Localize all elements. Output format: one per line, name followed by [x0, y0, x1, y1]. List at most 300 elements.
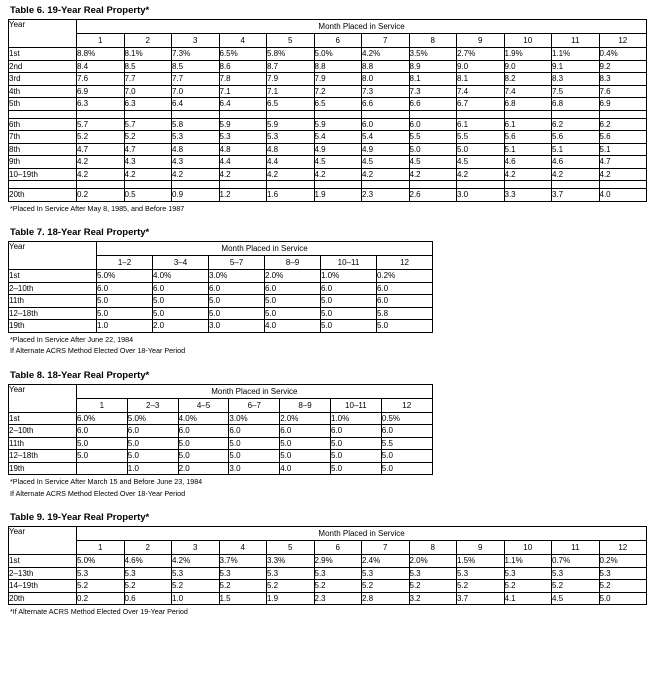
table-cell: 5.0	[178, 450, 229, 463]
table-cell: 5.0	[229, 437, 280, 450]
table-cell: 8.0	[362, 73, 410, 86]
table-cell: 1.9%	[504, 48, 552, 61]
table-cell	[77, 110, 125, 118]
table-cell: 5.0	[127, 450, 178, 463]
section-spacer	[8, 498, 647, 512]
column-header-year: Year	[9, 20, 77, 48]
column-header-month: 2	[124, 541, 172, 555]
table-cell: 5.8%	[267, 48, 315, 61]
table-cell: 5.7	[124, 118, 172, 131]
table-cell: 4.0	[265, 320, 321, 333]
table-cell: 4.5	[362, 156, 410, 169]
table-cell: 4.0	[599, 189, 647, 202]
table-row	[9, 282, 433, 295]
table-cell	[314, 110, 362, 118]
table-cell: 5.3	[219, 567, 267, 580]
table-cell: 4.2	[409, 168, 457, 181]
table-cell: 6.0	[209, 282, 265, 295]
column-header-month: 10	[504, 34, 552, 48]
table-cell: 5.8	[377, 307, 433, 320]
table-cell: 5.0	[97, 307, 153, 320]
table-cell: 5.3	[219, 131, 267, 144]
table-cell: 2.0%	[409, 555, 457, 568]
column-header-month: 9	[457, 541, 505, 555]
row-label-year	[9, 181, 77, 189]
column-header-month: 10–11	[321, 256, 377, 270]
table-cell: 7.0	[172, 85, 220, 98]
row-label-year: 14–19th	[9, 580, 77, 593]
table-row	[9, 168, 647, 181]
row-label-year: 1st	[9, 48, 77, 61]
table-cell: 2.7%	[457, 48, 505, 61]
table-cell: 6.3	[77, 98, 125, 111]
table-cell: 6.0	[77, 425, 128, 438]
table-cell: 6.5%	[219, 48, 267, 61]
table-cell: 6.0	[229, 425, 280, 438]
table-cell: 4.0%	[178, 412, 229, 425]
table-cell: 7.7	[172, 73, 220, 86]
row-label-year: 20th	[9, 592, 77, 605]
column-header-month: 7	[362, 541, 410, 555]
table-row	[9, 450, 433, 463]
table-cell	[409, 110, 457, 118]
table-cell	[77, 181, 125, 189]
table-cell: 6.9	[77, 85, 125, 98]
table-row	[9, 131, 647, 144]
table-cell: 7.3%	[172, 48, 220, 61]
table-cell: 6.0	[377, 282, 433, 295]
table-cell: 7.5	[552, 85, 600, 98]
column-header-month: 12	[377, 256, 433, 270]
column-header-month: 2	[124, 34, 172, 48]
table-block-1	[8, 5, 647, 227]
table-row	[9, 567, 647, 580]
table-cell	[457, 110, 505, 118]
table-cell: 4.7	[599, 156, 647, 169]
table-cell: 5.3	[504, 567, 552, 580]
table-cell: 6.2	[552, 118, 600, 131]
table-row	[9, 592, 647, 605]
table-cell: 0.6	[124, 592, 172, 605]
table-cell: 5.0	[330, 437, 381, 450]
table-header-row-top	[9, 242, 433, 256]
table-cell: 6.2	[599, 118, 647, 131]
table-cell: 5.2	[552, 580, 600, 593]
table-cell: 3.0%	[229, 412, 280, 425]
table-cell: 8.4	[77, 60, 125, 73]
table-cell: 3.7	[457, 592, 505, 605]
table-block-4	[8, 512, 647, 631]
table-cell: 3.0%	[209, 270, 265, 283]
table-row	[9, 73, 647, 86]
table-cell: 4.0%	[153, 270, 209, 283]
table-cell: 8.2	[504, 73, 552, 86]
row-label-year: 9th	[9, 156, 77, 169]
table-footnote: *Placed In Service After June 22, 1984	[10, 334, 134, 344]
table-cell: 4.3	[172, 156, 220, 169]
table-cell: 5.3	[552, 567, 600, 580]
table-cell: 8.6	[219, 60, 267, 73]
table-footnote: If Alternate ACRS Method Elected Over 18-Year Period	[10, 488, 186, 498]
table-row	[9, 143, 647, 156]
table-cell: 6.1	[504, 118, 552, 131]
table-cell: 5.3	[599, 567, 647, 580]
table-cell: 4.7	[124, 143, 172, 156]
table-cell	[172, 181, 220, 189]
row-label-year: 19th	[9, 320, 97, 333]
table-cell: 7.9	[267, 73, 315, 86]
column-header-month: 1	[77, 34, 125, 48]
column-header-month: 5–7	[209, 256, 265, 270]
table-cell: 4.2	[599, 168, 647, 181]
column-header-month: 3	[172, 541, 220, 555]
table-cell: 7.0	[124, 85, 172, 98]
table-row	[9, 295, 433, 308]
table-cell: 5.1	[599, 143, 647, 156]
table-cell: 5.0	[265, 307, 321, 320]
table-cell: 8.1	[457, 73, 505, 86]
column-header-month: 11	[552, 541, 600, 555]
table-cell: 4.5	[314, 156, 362, 169]
table-cell: 8.8	[314, 60, 362, 73]
table-cell: 6.0	[321, 282, 377, 295]
table-cell: 5.3	[409, 567, 457, 580]
table-cell: 1.9	[314, 189, 362, 202]
table-cell: 8.5	[124, 60, 172, 73]
table-cell: 5.4	[314, 131, 362, 144]
table-cell: 6.1	[457, 118, 505, 131]
column-header-month-placed-in-service: Month Placed in Service	[77, 527, 647, 541]
table-cell: 5.5	[381, 437, 432, 450]
column-header-year: Year	[9, 242, 97, 270]
table-cell	[219, 181, 267, 189]
table-cell: 3.2	[409, 592, 457, 605]
table-cell: 6.0	[127, 425, 178, 438]
table-cell: 2.6	[409, 189, 457, 202]
table-cell: 5.5	[409, 131, 457, 144]
table-row	[9, 425, 433, 438]
table-cell: 0.2%	[599, 555, 647, 568]
table-cell: 1.2	[219, 189, 267, 202]
table-cell: 7.6	[599, 85, 647, 98]
table-cell: 4.5	[409, 156, 457, 169]
table-title: Table 7. 18-Year Real Property*	[10, 227, 150, 238]
table-cell: 1.9	[267, 592, 315, 605]
table-cell	[124, 110, 172, 118]
table-cell: 1.0	[97, 320, 153, 333]
table-row	[9, 156, 647, 169]
table-cell: 5.0	[127, 437, 178, 450]
table-cell: 5.2	[77, 580, 125, 593]
table-cell: 5.0	[153, 307, 209, 320]
table-row	[9, 580, 647, 593]
column-header-month: 11	[552, 34, 600, 48]
table-cell: 6.0	[265, 282, 321, 295]
row-label-year: 3rd	[9, 73, 77, 86]
table-cell: 5.1	[552, 143, 600, 156]
table-cell	[409, 181, 457, 189]
table-cell: 0.9	[172, 189, 220, 202]
table-row	[9, 118, 647, 131]
table-cell: 5.0	[77, 450, 128, 463]
table-cell: 4.2	[552, 168, 600, 181]
table-spacer-row	[9, 181, 647, 189]
table-cell: 4.6%	[124, 555, 172, 568]
table-cell: 5.0	[209, 307, 265, 320]
table-cell: 5.0	[381, 462, 432, 475]
table-cell: 5.9	[219, 118, 267, 131]
table-cell: 4.8	[267, 143, 315, 156]
table-cell: 0.7%	[552, 555, 600, 568]
table-cell: 3.0	[229, 462, 280, 475]
column-header-month: 7	[362, 34, 410, 48]
table-cell: 7.1	[267, 85, 315, 98]
table-row	[9, 85, 647, 98]
table-cell: 2.3	[362, 189, 410, 202]
table-row	[9, 437, 433, 450]
table-cell: 4.3	[124, 156, 172, 169]
table-cell: 4.2	[314, 168, 362, 181]
table-cell: 4.9	[362, 143, 410, 156]
table-cell: 6.0	[381, 425, 432, 438]
table-cell: 4.4	[219, 156, 267, 169]
table-cell: 1.5	[219, 592, 267, 605]
table-row	[9, 98, 647, 111]
row-label-year: 11th	[9, 295, 97, 308]
table-row	[9, 270, 433, 283]
depreciation-table	[8, 526, 647, 605]
column-header-month: 4	[219, 34, 267, 48]
table-cell: 1.0%	[321, 270, 377, 283]
column-header-month: 8	[409, 34, 457, 48]
table-cell: 7.7	[124, 73, 172, 86]
table-cell: 5.0%	[77, 555, 125, 568]
row-label-year: 4th	[9, 85, 77, 98]
table-cell	[362, 181, 410, 189]
column-header-month: 12	[599, 541, 647, 555]
table-cell: 0.2	[77, 592, 125, 605]
column-header-month: 1–2	[97, 256, 153, 270]
column-header-month: 8–9	[280, 398, 331, 412]
table-title: Table 9. 19-Year Real Property*	[10, 512, 150, 523]
table-cell: 4.2	[267, 168, 315, 181]
column-header-month: 12	[599, 34, 647, 48]
column-header-month: 10	[504, 541, 552, 555]
table-cell: 7.4	[457, 85, 505, 98]
row-label-year: 2–10th	[9, 282, 97, 295]
row-label-year	[9, 110, 77, 118]
table-cell: 5.3	[172, 567, 220, 580]
table-cell: 7.6	[77, 73, 125, 86]
table-cell: 5.0	[280, 450, 331, 463]
table-cell: 3.5%	[409, 48, 457, 61]
table-cell: 1.1%	[552, 48, 600, 61]
table-cell: 5.0%	[97, 270, 153, 283]
table-cell: 5.2	[172, 580, 220, 593]
table-cell: 5.7	[77, 118, 125, 131]
table-cell: 5.3	[267, 567, 315, 580]
table-cell: 8.3	[552, 73, 600, 86]
table-row	[9, 555, 647, 568]
table-cell: 5.0%	[127, 412, 178, 425]
table-cell: 5.0	[330, 450, 381, 463]
column-header-month: 4–5	[178, 398, 229, 412]
table-cell: 6.0	[97, 282, 153, 295]
table-cell: 4.1	[504, 592, 552, 605]
table-cell: 5.9	[267, 118, 315, 131]
table-footnote: *Placed In Service After May 8, 1985, and Before 1987	[10, 203, 185, 213]
table-cell: 1.1%	[504, 555, 552, 568]
table-header-row-top	[9, 384, 433, 398]
column-header-month: 12	[381, 398, 432, 412]
table-cell: 6.3	[124, 98, 172, 111]
column-header-month: 1	[77, 398, 128, 412]
row-label-year: 7th	[9, 131, 77, 144]
table-cell: 4.5	[457, 156, 505, 169]
table-row	[9, 48, 647, 61]
table-row	[9, 307, 433, 320]
section-spacer	[8, 356, 647, 370]
table-cell: 6.0	[178, 425, 229, 438]
column-header-month: 2–3	[127, 398, 178, 412]
table-cell: 5.2	[599, 580, 647, 593]
table-cell: 5.0	[330, 462, 381, 475]
table-row	[9, 412, 433, 425]
table-cell: 5.0	[153, 295, 209, 308]
table-cell	[172, 110, 220, 118]
column-header-month: 5	[267, 541, 315, 555]
table-cell: 6.6	[409, 98, 457, 111]
column-header-year: Year	[9, 384, 77, 412]
section-spacer	[8, 617, 647, 631]
table-cell: 0.5	[124, 189, 172, 202]
table-cell: 5.2	[457, 580, 505, 593]
table-cell: 5.0	[321, 320, 377, 333]
table-cell: 2.0%	[280, 412, 331, 425]
column-header-month: 6	[314, 34, 362, 48]
table-cell	[124, 181, 172, 189]
table-cell: 6.5	[267, 98, 315, 111]
table-cell	[267, 181, 315, 189]
table-row	[9, 320, 433, 333]
table-cell: 8.9	[409, 60, 457, 73]
table-cell: 6.0	[280, 425, 331, 438]
row-label-year: 10–19th	[9, 168, 77, 181]
table-cell: 7.3	[409, 85, 457, 98]
row-label-year: 2nd	[9, 60, 77, 73]
row-label-year: 12–18th	[9, 450, 77, 463]
table-cell: 7.2	[314, 85, 362, 98]
column-header-month: 1	[77, 541, 125, 555]
table-cell: 2.4%	[362, 555, 410, 568]
column-header-month: 3	[172, 34, 220, 48]
table-cell: 4.0	[280, 462, 331, 475]
table-cell: 4.2	[77, 156, 125, 169]
table-header-row-top	[9, 527, 647, 541]
table-cell: 5.3	[267, 131, 315, 144]
row-label-year: 11th	[9, 437, 77, 450]
table-cell	[314, 181, 362, 189]
table-cell: 4.2	[172, 168, 220, 181]
table-cell: 5.0	[377, 320, 433, 333]
table-title: Table 8. 18-Year Real Property*	[10, 369, 150, 381]
table-cell: 6.5	[314, 98, 362, 111]
column-header-year: Year	[9, 527, 77, 555]
column-header-month: 6–7	[229, 398, 280, 412]
column-header-month-placed-in-service: Month Placed in Service	[77, 384, 433, 398]
table-cell	[504, 181, 552, 189]
table-block-3	[8, 370, 647, 513]
table-cell	[599, 110, 647, 118]
table-cell: 5.2	[409, 580, 457, 593]
table-header-row-months	[9, 541, 647, 555]
table-cell: 9.1	[552, 60, 600, 73]
table-cell: 4.2	[77, 168, 125, 181]
table-cell: 7.1	[219, 85, 267, 98]
table-cell	[552, 110, 600, 118]
table-cell: 6.0	[377, 295, 433, 308]
column-header-month: 5	[267, 34, 315, 48]
table-row	[9, 462, 433, 475]
table-footnote: If Alternate ACRS Method Elected Over 18-Year Period	[10, 346, 186, 355]
table-cell: 6.8	[504, 98, 552, 111]
table-cell: 0.2%	[377, 270, 433, 283]
row-label-year: 1st	[9, 270, 97, 283]
row-label-year: 2–10th	[9, 425, 77, 438]
table-cell: 5.6	[552, 131, 600, 144]
tables-container	[8, 5, 647, 631]
depreciation-table	[8, 19, 647, 202]
table-cell: 8.7	[267, 60, 315, 73]
table-header-row-months	[9, 34, 647, 48]
table-cell: 4.2	[362, 168, 410, 181]
table-cell: 4.8	[219, 143, 267, 156]
table-cell: 5.3	[77, 567, 125, 580]
table-cell: 3.7%	[219, 555, 267, 568]
table-cell: 8.8	[362, 60, 410, 73]
table-cell: 2.8	[362, 592, 410, 605]
section-spacer	[8, 213, 647, 227]
table-cell	[219, 110, 267, 118]
column-header-month: 9	[457, 34, 505, 48]
table-cell: 7.4	[504, 85, 552, 98]
table-footnote: *Placed In Service After March 15 and Before June 23, 1984	[10, 477, 203, 486]
table-row	[9, 189, 647, 202]
column-header-month: 4	[219, 541, 267, 555]
table-cell: 3.7	[552, 189, 600, 202]
depreciation-table	[8, 384, 433, 476]
table-cell: 2.3	[314, 592, 362, 605]
table-cell: 4.2	[457, 168, 505, 181]
table-cell: 8.1	[409, 73, 457, 86]
table-cell: 6.6	[362, 98, 410, 111]
table-cell: 5.3	[314, 567, 362, 580]
table-cell: 5.0	[97, 295, 153, 308]
column-header-month: 10–11	[330, 398, 381, 412]
table-cell: 6.9	[599, 98, 647, 111]
table-cell: 5.0	[381, 450, 432, 463]
table-cell: 0.4%	[599, 48, 647, 61]
table-cell: 6.0	[362, 118, 410, 131]
table-cell: 6.4	[172, 98, 220, 111]
table-cell: 5.2	[124, 580, 172, 593]
table-cell: 3.3%	[267, 555, 315, 568]
table-cell: 5.8	[172, 118, 220, 131]
table-cell: 4.7	[77, 143, 125, 156]
table-cell: 6.4	[219, 98, 267, 111]
table-cell	[504, 110, 552, 118]
table-cell: 4.8	[172, 143, 220, 156]
